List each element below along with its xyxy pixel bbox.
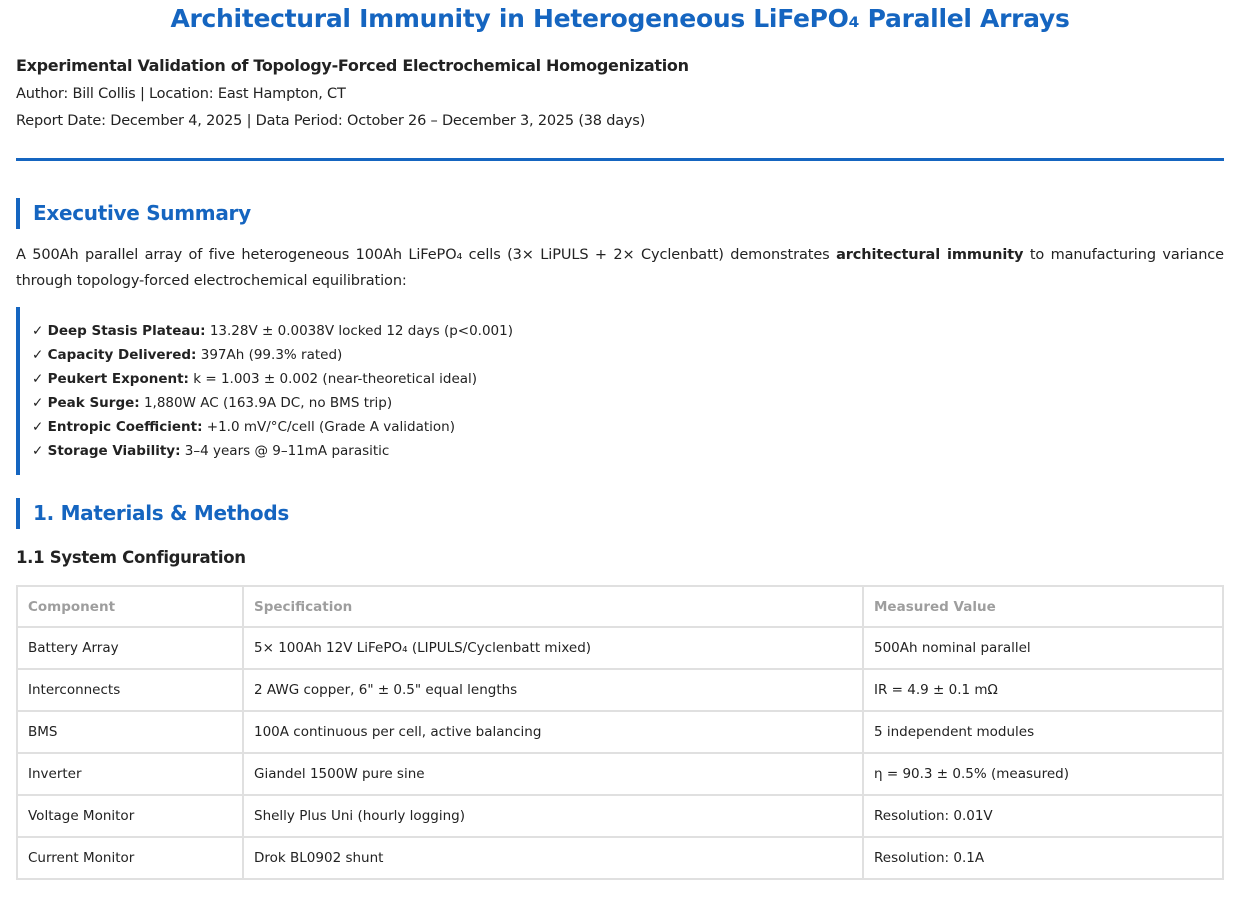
table-cell: Giandel 1500W pure sine — [243, 753, 863, 795]
author-line: Author: Bill Collis | Location: East Hampton, CT — [16, 86, 346, 102]
table-cell: Drok BL0902 shunt — [243, 837, 863, 879]
finding-label: Storage Viability: — [47, 443, 181, 459]
table-cell: IR = 4.9 ± 0.1 mΩ — [863, 669, 1223, 711]
finding-value: +1.0 mV/°C/cell (Grade A validation) — [202, 419, 455, 435]
table-row — [17, 795, 1223, 837]
summary-emphasis: architectural immunity — [836, 247, 1024, 263]
table-cell: BMS — [17, 711, 243, 753]
table-cell: η = 90.3 ± 0.5% (measured) — [863, 753, 1223, 795]
check-icon: ✓ — [32, 347, 48, 363]
table-cell: Resolution: 0.01V — [863, 795, 1223, 837]
check-icon: ✓ — [32, 371, 48, 387]
summary-text: A 500Ah parallel array of five heterogeneous 100Ah LiFePO₄ cells (3× LiPULS + 2× Cyclenbatt) demonstrates — [16, 247, 837, 263]
finding-item — [32, 319, 1224, 343]
table-cell: Interconnects — [17, 669, 243, 711]
table-cell: 100A continuous per cell, active balancing — [243, 711, 863, 753]
table-cell: Resolution: 0.1A — [863, 837, 1223, 879]
finding-item — [32, 343, 1224, 367]
check-icon: ✓ — [32, 323, 48, 339]
finding-value: 13.28V ± 0.0038V locked 12 days (p<0.001) — [205, 323, 514, 339]
executive-summary-heading: Executive Summary — [16, 198, 1224, 229]
finding-value: 397Ah (99.3% rated) — [196, 347, 343, 363]
finding-item — [32, 439, 1224, 463]
methods-heading: 1. Materials & Methods — [16, 498, 1224, 529]
finding-label: Peak Surge: — [47, 395, 140, 411]
table-cell: 500Ah nominal parallel — [863, 627, 1223, 669]
system-config-table — [16, 585, 1224, 880]
table-cell: 2 AWG copper, 6" ± 0.5" equal lengths — [243, 669, 863, 711]
key-findings-list — [16, 307, 1224, 475]
date-line: Report Date: December 4, 2025 | Data Period: October 26 – December 3, 2025 (38 days) — [16, 113, 646, 129]
finding-label: Entropic Coefficient: — [47, 419, 203, 435]
column-header: Component — [17, 586, 243, 627]
table-cell: Inverter — [17, 753, 243, 795]
executive-summary-paragraph — [16, 242, 1224, 294]
finding-value: 1,880W AC (163.9A DC, no BMS trip) — [139, 395, 393, 411]
check-icon: ✓ — [32, 395, 48, 411]
table-row — [17, 711, 1223, 753]
finding-value: 3–4 years @ 9–11mA parasitic — [180, 443, 390, 459]
finding-item — [32, 367, 1224, 391]
table-cell: Current Monitor — [17, 837, 243, 879]
table-row — [17, 669, 1223, 711]
report-title: Architectural Immunity in Heterogeneous LiFePO₄ Parallel Arrays — [170, 4, 1070, 33]
finding-item — [32, 415, 1224, 439]
finding-value: k = 1.003 ± 0.002 (near-theoretical ideal) — [188, 371, 478, 387]
system-config-heading: 1.1 System Configuration — [16, 548, 246, 567]
finding-label: Peukert Exponent: — [47, 371, 189, 387]
table-row — [17, 627, 1223, 669]
report-subtitle: Experimental Validation of Topology-Forced Electrochemical Homogenization — [16, 56, 689, 75]
finding-label: Capacity Delivered: — [47, 347, 197, 363]
table-header-row — [17, 586, 1223, 627]
table-row — [17, 837, 1223, 879]
table-cell: 5 independent modules — [863, 711, 1223, 753]
header-divider — [16, 158, 1224, 161]
finding-label: Deep Stasis Plateau: — [47, 323, 206, 339]
column-header: Measured Value — [863, 586, 1223, 627]
table-cell: Voltage Monitor — [17, 795, 243, 837]
table-cell: Shelly Plus Uni (hourly logging) — [243, 795, 863, 837]
check-icon: ✓ — [32, 443, 48, 459]
table-cell: 5× 100Ah 12V LiFePO₄ (LIPULS/Cyclenbatt mixed) — [243, 627, 863, 669]
finding-item — [32, 391, 1224, 415]
column-header: Specification — [243, 586, 863, 627]
summary-text: to manufacturing variance through topology-forced electrochemical equilibration: — [16, 247, 1224, 289]
check-icon: ✓ — [32, 419, 48, 435]
table-row — [17, 753, 1223, 795]
table-cell: Battery Array — [17, 627, 243, 669]
